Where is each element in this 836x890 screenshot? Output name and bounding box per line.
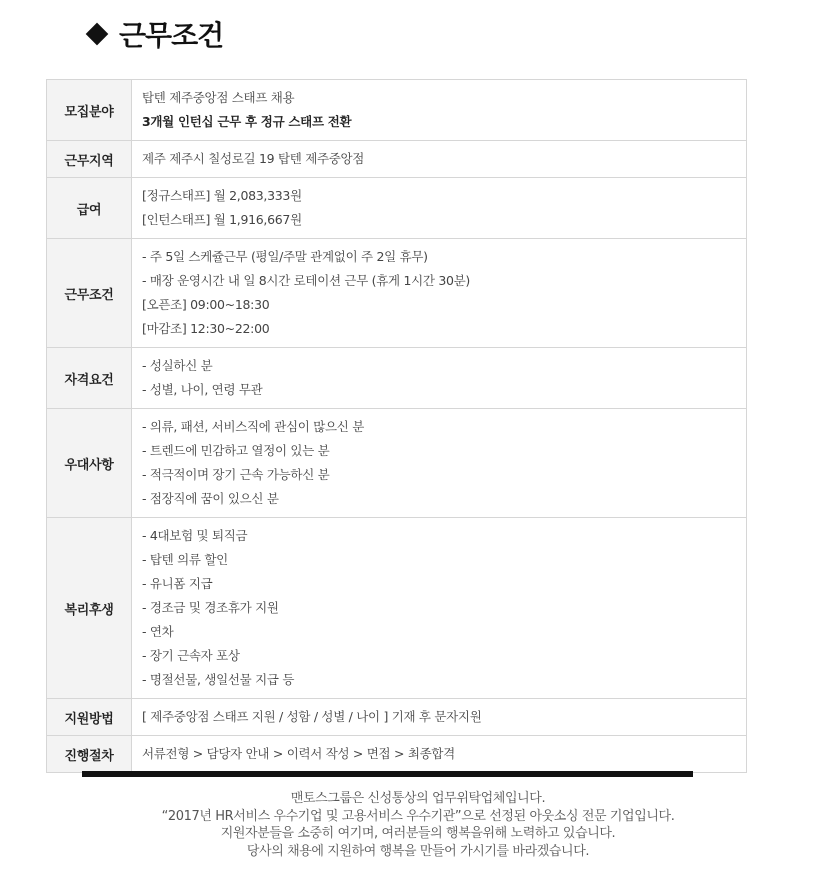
- table-row-conditions: [47, 239, 747, 348]
- value-line: - 의류, 패션, 서비스직에 관심이 많으신 분: [142, 419, 364, 434]
- diamond-bullet-icon: [86, 23, 109, 46]
- value-line: [마감조] 12:30~22:00: [142, 321, 270, 336]
- value-line: - 트렌드에 민감하고 열정이 있는 분: [142, 443, 330, 458]
- row-value: [132, 239, 747, 348]
- table-row-process: [47, 736, 747, 773]
- work-conditions-table: [46, 79, 747, 773]
- row-value: [132, 80, 747, 141]
- value-line: - 적극적이며 장기 근속 가능하신 분: [142, 467, 330, 482]
- row-label: 급여: [47, 178, 132, 239]
- page-title: 근무조건: [119, 19, 224, 52]
- value-line: - 주 5일 스케쥴근무 (평일/주말 관계없이 주 2일 휴무): [142, 249, 428, 264]
- value-line: - 장기 근속자 포상: [142, 648, 240, 663]
- table-row-salary: [47, 178, 747, 239]
- value-line: [정규스태프] 월 2,083,333원: [142, 188, 302, 203]
- value-line: [인턴스태프] 월 1,916,667원: [142, 212, 302, 227]
- row-value: [132, 141, 747, 178]
- table-row-apply: [47, 699, 747, 736]
- value-line: 서류전형 > 담당자 안내 > 이력서 작성 > 면접 > 최종합격: [142, 746, 455, 761]
- value-line: - 탑텐 의류 할인: [142, 552, 228, 567]
- table-row-benefits: [47, 518, 747, 699]
- row-label: 우대사항: [47, 409, 132, 518]
- value-line: - 유니폼 지급: [142, 576, 213, 591]
- row-value: [132, 736, 747, 773]
- value-line: - 경조금 및 경조휴가 지원: [142, 600, 279, 615]
- value-line: [ 제주중앙점 스태프 지원 / 성함 / 성별 / 나이 ] 기재 후 문자지원: [142, 709, 482, 724]
- row-value: [132, 699, 747, 736]
- row-value: [132, 348, 747, 409]
- footer-line: 맨토스그룹은 신성통상의 업무위탁업체입니다.: [290, 791, 546, 806]
- row-label: 근무지역: [47, 141, 132, 178]
- value-line: - 연차: [142, 624, 174, 639]
- row-value: [132, 518, 747, 699]
- value-line: - 4대보험 및 퇴직금: [142, 528, 248, 543]
- footer-line: 당사의 채용에 지원하여 행복을 만들어 가시기를 바라겠습니다.: [246, 843, 590, 859]
- value-line: - 매장 운영시간 내 일 8시간 로테이션 근무 (휴게 1시간 30분): [142, 273, 470, 288]
- row-label: 근무조건: [47, 239, 132, 348]
- row-label: 진행절차: [47, 736, 132, 773]
- value-line: - 성실하신 분: [142, 358, 213, 373]
- value-line: - 점장직에 꿈이 있으신 분: [142, 491, 279, 506]
- value-line: - 성별, 나이, 연령 무관: [142, 382, 263, 397]
- value-line: 제주 제주시 칠성로길 19 탑텐 제주중앙점: [142, 151, 365, 166]
- row-label: 모집분야: [47, 80, 132, 141]
- section-heading: [85, 14, 223, 54]
- table-row-recruit: [47, 80, 747, 141]
- table-row-location: [47, 141, 747, 178]
- value-line-emphasis: 3개월 인턴십 근무 후 정규 스태프 전환: [142, 114, 352, 129]
- row-value: [132, 178, 747, 239]
- table-row-qualifications: [47, 348, 747, 409]
- footer-line: “2017년 HR서비스 우수기업 및 고용서비스 우수기관”으로 선정된 아웃소싱 전문 기업입니다.: [161, 808, 675, 824]
- row-label: 지원방법: [47, 699, 132, 736]
- value-line: [오픈조] 09:00~18:30: [142, 297, 270, 312]
- table-row-preferred: [47, 409, 747, 518]
- row-label: 복리후생: [47, 518, 132, 699]
- divider-bar: [82, 771, 693, 777]
- company-footer: [0, 790, 836, 860]
- value-line: - 명절선물, 생일선물 지급 등: [142, 672, 295, 687]
- footer-line: 지원자분들을 소중히 여기며, 여러분들의 행복을위해 노력하고 있습니다.: [220, 826, 616, 841]
- row-value: [132, 409, 747, 518]
- value-line: 탑텐 제주중앙점 스태프 채용: [142, 90, 295, 105]
- row-label: 자격요건: [47, 348, 132, 409]
